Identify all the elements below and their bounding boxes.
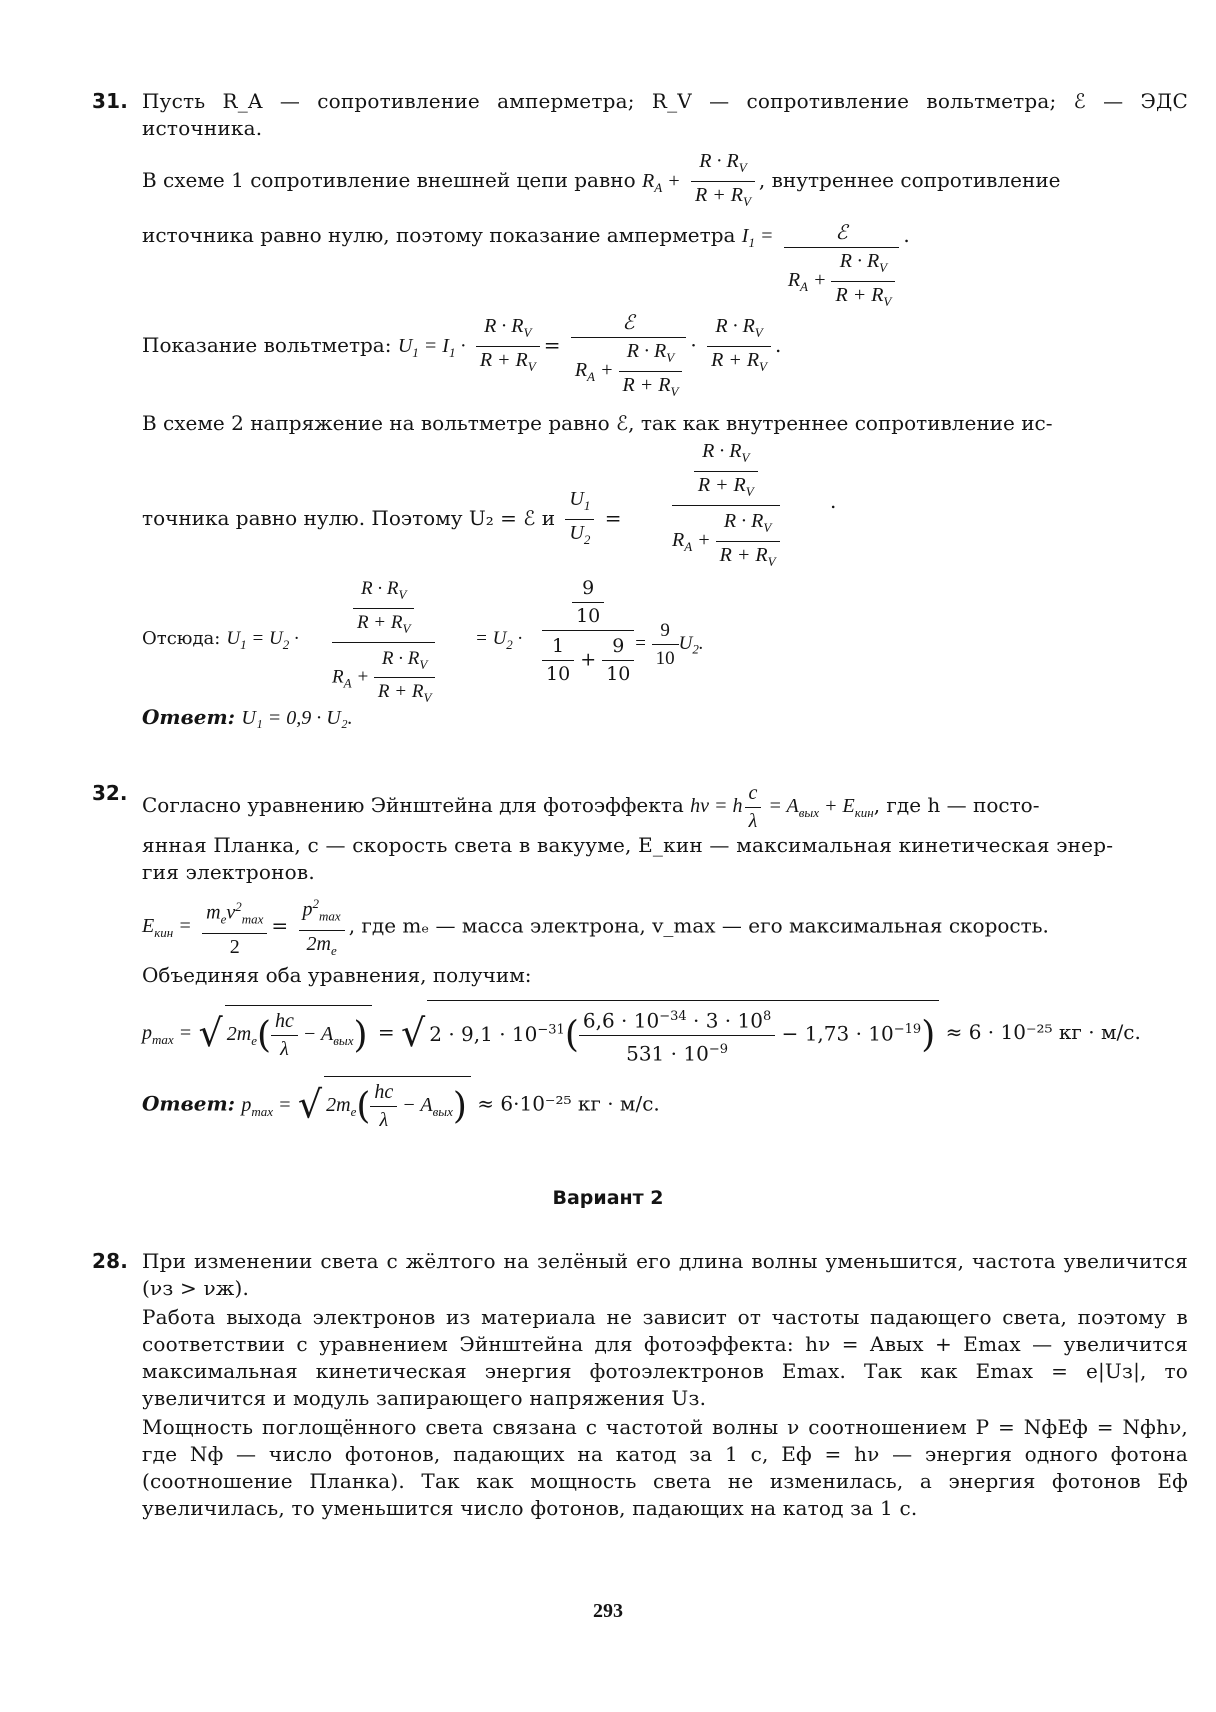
problem-28: 28. При изменении света с жёлтого на зелёный его длина волны уменьшится, частота увеличится (νз > νж). Работа выхода электронов из материала не зависит от частоты падающего света, поэтому в соответствии с уравнением Эйнштейна для фотоэффекта: hν = Aвых + Emax — увеличится максимальная кинетическая энергия фотоэлектронов Emax. Так как Emax = e|Uз|, то увеличится и модуль запирающего напряжения Uз. Мощность поглощённого света связана с частотой волны ν соотношением P = NфEф = Nфhν, где Nф — число фотонов, падающих на катод за 1 с, Eф = hν — энергия одного фотона (соотношение Планка). Так как мощность света не изменилась, а энергия фотонов Eф увеличилась, то уменьшится число фотонов, падающих на катод за 1 с. bbox=[92, 1249, 1188, 1520]
document-page: 31. Пусть R_A — сопротивление амперметра; R_V — сопротивление вольтметра; ℰ — ЭДС источника. В схеме 1 сопротивление внешней цепи равно $R_A$ + $\frac{R \cdot R_V}{R + R_V}$ , внутреннее сопротивление источника равно нулю, поэтому показание амперметра $I_1$ = ℰ $R_A$ + $\frac{R \cdot R_V}{R + R_V}$ . Показание вольтметра: $U_1 = I_1$ · $\frac{R \cdot R_V}{R + R_V}$ = ℰ $R_A$ + $\frac{R \cdot R_V}{R + R_V}$ · $\frac{R \cdot R_V}{R + R_V}$ . В схеме 2 напряжение на вольтметре равно ℰ, так как внутреннее сопротивление ис- точника равно нулю. Поэтому U₂ = ℰ и $\frac{U_1}{U_2}$ = $\frac{R \cdot R_V}{R + R_V}$ $R_A$ + $\frac{R \cdot R_V}{R + R_V}$ . Отсюда: $U_1 = U_2$ · $\frac{R \cdot R_V}{R + R_V}$ $R_A$ + $\frac{R \cdot R_V}{R + R_V}$ = $U_2$ · $\frac{9}{10}$ $\frac{1}{10}$ + $\frac{9}{10}$ = $\frac{9}{10}$ $U_2$. Ответ: U₁ = 0,9 · U₂. 32. Согласно уравнению Эйнштейна для фотоэффекта hν = h $\frac{c}{\lambda}$ = $A_{вых} + E_{кин}$, где h — посто- янная Планка, c — скорость света в вакууме, E_кин — максимальная кинетическая энер- гия электронов. $E_{кин}$ = $\frac{m_ev^2_{max}}{2}$ = $\frac{p^2_{max}}{2m_e}$ , где mₑ — масса электрона, v_max — его максимальная скорость. Объединяя оба уравнения, получим: $p_{max}$ = √ $2m_e$( $\frac{hc}{\lambda}$ − $A_{вых}$) = √ $2 \cdot 9,1 \cdot 10^{-31}$( $\frac{6,6 \cdot 10^{-34} \cdot 3 \cdot 10^8}{531 \cdot 10^{-9}}$ − $1,73 \cdot 10^{-19}) \approx 6 \cdot 10^{-25}$ кг · м/с. Ответ: $p_{max}$ = √ $2m_e$( $\frac{hc}{\lambda}$ − $A_{вых}) \approx 6\cdot 10^{-25}$ кг · м/с. Вариант 2 28. При изменении света с жёлтого на зелёный его длина волны уменьшится, частота увеличится (νз > νж). Работа выхода электронов из материала не зависит от частоты падающего света, поэтому в соответствии с уравнением Эйнштейна для фотоэффекта: hν = Aвых + Emax — увеличится максимальная кинетическая энергия фотоэлектронов Emax. Так как Emax = e|Uз|, то увеличится и модуль запирающего напряжения Uз. Мощность поглощённого света связана с частотой волны ν соотношением P = NфEф = Nфhν, где Nф — число фотонов, падающих на катод за 1 с, Eф = hν — энергия одного фотона (соотношение Планка). Так как мощность света не изменилась, а энергия фотонов Eф увеличилась, то уменьшится число фотонов, падающих на катод за 1 с. 293 bbox=[0, 0, 1216, 1712]
voltmeter-line: Показание вольтметра: $U_1 = I_1$ · $\frac{R \cdot R_V}{R + R_V}$ = ℰ $R_A$ + $\frac{R \cdot R_V}{R + R_V}$ · $\frac{R \cdot R_V}{R + R_V}$ . bbox=[142, 312, 782, 399]
scheme1-line: В схеме 1 сопротивление внешней цепи равно $R_A$ + $\frac{R \cdot R_V}{R + R_V}$ , внутреннее сопротивление bbox=[142, 148, 1060, 215]
ammeter-line: источника равно нулю, поэтому показание амперметра $I_1$ = ℰ $R_A$ + $\frac{R \cdot R_V}{R + R_V}$ . bbox=[142, 222, 910, 315]
problem-31-intro: 31. Пусть R_A — сопротивление амперметра; R_V — сопротивление вольтметра; ℰ — ЭДС источника. bbox=[92, 89, 1188, 140]
variant-heading: Вариант 2 bbox=[552, 1187, 664, 1209]
paragraph: Работа выхода электронов из материала не зависит от частоты падающего света, поэтому в соответствии с уравнением Эйнштейна для фотоэффекта: hν = Aвых + Emax — увеличится максимальная кинетическая энергия фотоэлектронов Emax. Так как Emax = e|Uз|, то увеличится и модуль запирающего напряжения Uз. bbox=[142, 1305, 1188, 1410]
answer-32: Ответ: $p_{max}$ = √ $2m_e$( $\frac{hc}{\lambda}$ − $A_{вых}) \approx 6\cdot 10^{-25}$ кг · м/с. bbox=[142, 1076, 660, 1134]
page-number: 293 bbox=[593, 1600, 623, 1622]
fraction: ℰ $R_A$ + $\frac{R \cdot R_V}{R + R_V}$ bbox=[784, 220, 900, 315]
scheme2-line: В схеме 2 напряжение на вольтметре равно ℰ, так как внутреннее сопротивление ис- bbox=[142, 411, 1053, 435]
paragraph: Мощность поглощённого света связана с частотой волны ν соотношением P = NфEф = Nфhν, где Nф — число фотонов, падающих на катод за 1 с, Eф = hν — энергия одного фотона (соотношение Планка). Так как мощность света не изменилась, а энергия фотонов Eф увеличилась, то уменьшится число фотонов, падающих на катод за 1 с. bbox=[142, 1415, 1188, 1520]
answer-31: Ответ: U₁ = 0,9 · U₂. bbox=[142, 705, 353, 729]
combine-line: Объединяя оба уравнения, получим: bbox=[142, 963, 532, 987]
ekin-line: $E_{кин}$ = $\frac{m_ev^2_{max}}{2}$ = $\frac{p^2_{max}}{2m_e}$ , где mₑ — масса электрона, v_max — его максимальная скорость. bbox=[142, 890, 1049, 964]
fraction: $\frac{R \cdot R_V}{R + R_V}$ bbox=[691, 148, 755, 215]
problem-32-line1: 32. Согласно уравнению Эйнштейна для фотоэффекта hν = h $\frac{c}{\lambda}$ = $A_{вых} + E_{кин}$, где h — посто- bbox=[92, 781, 1040, 832]
pmax-formula: $p_{max}$ = √ $2m_e$( $\frac{hc}{\lambda}$ − $A_{вых}$) = √ $2 \cdot 9,1 \cdot 10^{-31}$( $\frac{6,6 \cdot 10^{-34} \cdot 3 \cdot 10^8}{531 \cdot 10^{-9}}$ − $1,73 \cdot 10^{-19}) \approx 6 \cdot 10^{-25}$ кг · м/с. bbox=[142, 1000, 1141, 1067]
problem-32-text: янная Планка, c — скорость света в вакууме, E_кин — максимальная кинетическая энер- гия электронов. bbox=[142, 833, 1114, 884]
fraction: $\frac{R \cdot R_V}{R + R_V}$ $R_A$ + $\frac{R \cdot R_V}{R + R_V}$ bbox=[672, 438, 780, 575]
problem-number: 31. bbox=[92, 89, 129, 113]
paragraph: При изменении света с жёлтого на зелёный его длина волны уменьшится, частота увеличится (νз > νж). bbox=[142, 1249, 1188, 1300]
